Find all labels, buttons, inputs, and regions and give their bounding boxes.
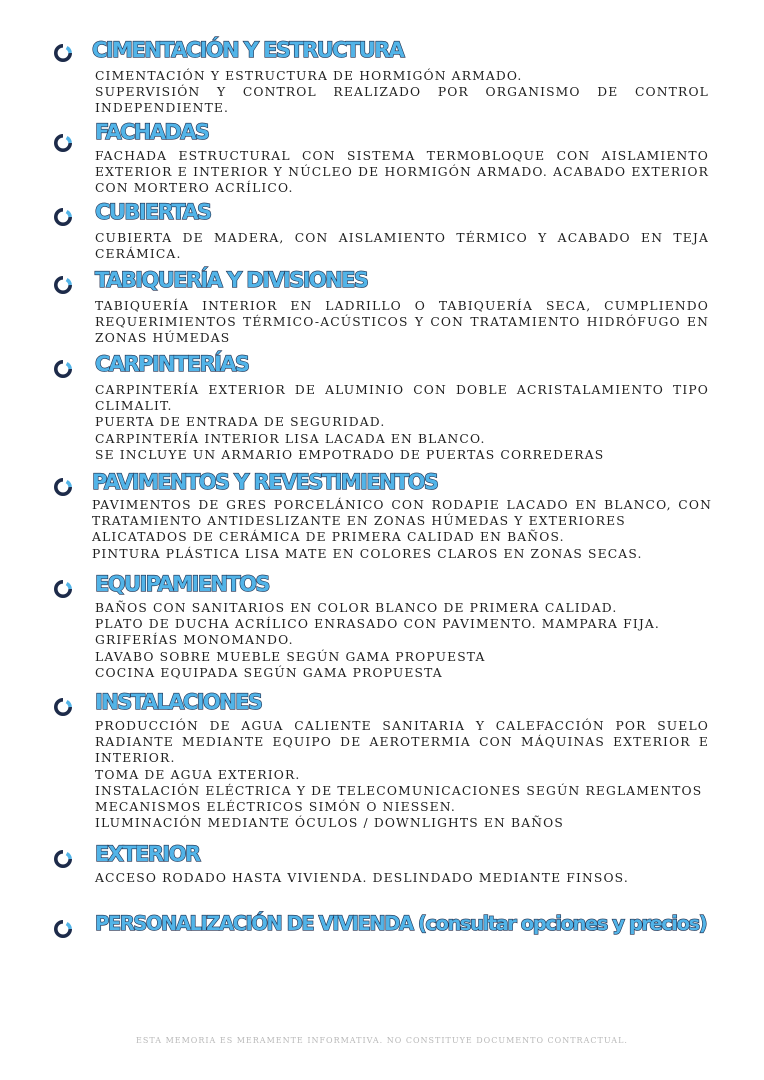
section-line: MECANISMOS ELÉCTRICOS SIMÓN O NIESSEN. xyxy=(95,800,456,815)
section-title: PAVIMENTOS Y REVESTIMIENTOS xyxy=(92,470,438,494)
section-title: CIMENTACIÓN Y ESTRUCTURA xyxy=(92,38,404,62)
ring-bullet-icon xyxy=(54,850,72,868)
section-line: PINTURA PLÁSTICA LISA MATE EN COLORES CLAROS EN ZONAS SECAS. xyxy=(92,546,643,561)
section-title: FACHADAS xyxy=(95,120,209,144)
section-personalizacion xyxy=(52,912,722,942)
section-line: CARPINTERÍA INTERIOR LISA LACADA EN BLANCO. xyxy=(95,431,486,446)
section-line: BAÑOS CON SANITARIOS EN COLOR BLANCO DE PRIMERA CALIDAD. xyxy=(95,601,618,615)
ring-bullet-icon xyxy=(54,276,72,294)
section-line: SUPERVISIÓN Y CONTROL REALIZADO POR ORGANISMO DE CONTROL INDEPENDIENTE. xyxy=(95,85,709,116)
ring-bullet-icon xyxy=(54,478,72,496)
section-line: ALICATADOS DE CERÁMICA DE PRIMERA CALIDAD EN BAÑOS. xyxy=(92,530,565,545)
section-fachadas xyxy=(52,120,722,197)
ring-bullet-icon xyxy=(54,920,72,938)
section-equipamientos xyxy=(52,572,722,681)
section-title: CUBIERTAS xyxy=(95,200,211,224)
section-carpinterias xyxy=(52,352,722,463)
section-tabiqueria xyxy=(52,268,722,347)
section-instalaciones xyxy=(52,690,722,831)
section-line: PRODUCCIÓN DE AGUA CALIENTE SANITARIA Y CALEFACCIÓN POR SUELO RADIANTE MEDIANTE EQUIPO DE AEROTERMIA CON MÁQUINAS EXTERIOR E INTERIOR. xyxy=(95,719,709,766)
section-line: FACHADA ESTRUCTURAL CON SISTEMA TERMOBLOQUE CON AISLAMIENTO EXTERIOR E INTERIOR Y NÚCLEO DE HORMIGÓN ARMADO. ACABADO EXTERIOR CON MORTERO ACRÍLICO. xyxy=(95,149,709,196)
section-line: TABIQUERÍA INTERIOR EN LADRILLO O TABIQUERÍA SECA, CUMPLIENDO REQUERIMIENTOS TÉRMICO-ACÚSTICOS Y CON TRATAMIENTO HIDRÓFUGO EN ZONAS HÚMEDAS xyxy=(95,299,709,346)
section-line: GRIFERÍAS MONOMANDO. xyxy=(95,633,294,648)
ring-bullet-icon xyxy=(54,580,72,598)
section-line: CIMENTACIÓN Y ESTRUCTURA DE HORMIGÓN ARMADO. xyxy=(95,69,523,83)
section-cubiertas xyxy=(52,200,722,262)
section-line: CARPINTERÍA EXTERIOR DE ALUMINIO CON DOBLE ACRISTALAMIENTO TIPO CLIMALIT. xyxy=(95,383,709,414)
section-line: LAVABO SOBRE MUEBLE SEGÚN GAMA PROPUESTA xyxy=(95,649,486,664)
ring-bullet-icon xyxy=(54,208,72,226)
section-line: TOMA DE AGUA EXTERIOR. xyxy=(95,767,301,782)
section-title: PERSONALIZACIÓN DE VIVIENDA (consultar opciones y precios) xyxy=(95,912,707,935)
section-exterior xyxy=(52,842,722,886)
ring-bullet-icon xyxy=(54,698,72,716)
ring-bullet-icon xyxy=(54,44,72,62)
disclaimer-footer: ESTA MEMORIA ES MERAMENTE INFORMATIVA. NO CONSTITUYE DOCUMENTO CONTRACTUAL. xyxy=(136,1036,628,1045)
section-title: EQUIPAMIENTOS xyxy=(95,572,269,596)
section-line: SE INCLUYE UN ARMARIO EMPOTRADO DE PUERTAS CORREDERAS xyxy=(95,447,605,462)
section-title: TABIQUERÍA Y DIVISIONES xyxy=(95,268,368,292)
section-title: EXTERIOR xyxy=(95,842,200,866)
ring-bullet-icon xyxy=(54,134,72,152)
section-line: PLATO DE DUCHA ACRÍLICO ENRASADO CON PAVIMENTO. MAMPARA FIJA. xyxy=(95,617,660,632)
section-line: PUERTA DE ENTRADA DE SEGURIDAD. xyxy=(95,415,386,430)
section-line: ILUMINACIÓN MEDIANTE ÓCULOS / DOWNLIGHTS EN BAÑOS xyxy=(95,816,564,831)
section-cimentacion xyxy=(52,38,722,117)
section-title: CARPINTERÍAS xyxy=(95,352,249,376)
section-line: CUBIERTA DE MADERA, CON AISLAMIENTO TÉRMICO Y ACABADO EN TEJA CERÁMICA. xyxy=(95,231,709,262)
ring-bullet-icon xyxy=(54,360,72,378)
section-line: INSTALACIÓN ELÉCTRICA Y DE TELECOMUNICACIONES SEGÚN REGLAMENTOS xyxy=(95,783,703,798)
section-line: ACCESO RODADO HASTA VIVIENDA. DESLINDADO MEDIANTE FINSOS. xyxy=(95,871,629,885)
section-title: INSTALACIONES xyxy=(95,690,262,714)
section-line: PAVIMENTOS DE GRES PORCELÁNICO CON RODAPIE LACADO EN BLANCO, CON TRATAMIENTO ANTIDESLIZANTE EN ZONAS HÚMEDAS Y EXTERIORES xyxy=(92,498,712,529)
section-pavimentos xyxy=(52,470,722,562)
section-line: COCINA EQUIPADA SEGÚN GAMA PROPUESTA xyxy=(95,665,443,680)
